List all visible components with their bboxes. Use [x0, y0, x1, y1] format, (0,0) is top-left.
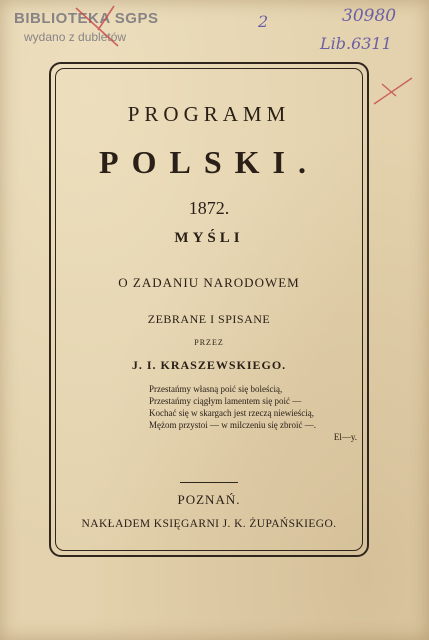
compiled-note: ZEBRANE I SPISANE [147, 312, 271, 326]
subtitle-mysli: MYŚLI [174, 230, 244, 246]
subtitle-zadanie: O ZADANIU NARODOWEM [118, 275, 300, 290]
epigraph-line: Mężom przystoi — w milczeniu się zbroić —. [149, 420, 316, 430]
title-programm: PROGRAMM [127, 102, 291, 126]
stamp-library-name: BIBLIOTEKA SGPS [14, 10, 159, 27]
title-page [55, 68, 363, 551]
epigraph-signature: El—y. [333, 432, 357, 442]
red-corner-mark [372, 74, 414, 108]
red-cross-mark [68, 2, 128, 50]
stamp-duplicate-note: wydano z dubletów [24, 30, 127, 44]
imprint-publisher: NAKŁADEM KSIĘGARNI J. K. ŻUPAŃSKIEGO. [81, 518, 337, 530]
epigraph-line: Przestańmy własną poić się boleścią, [149, 384, 283, 394]
author-name: J. I. KRASZEWSKIEGO. [131, 358, 287, 372]
divider-rule [180, 482, 238, 483]
catalog-number: 30980 [342, 6, 397, 26]
pencil-mark: 2 [258, 12, 269, 31]
title-polski: POLSKI. [99, 144, 319, 180]
imprint-city: POZNAŃ. [177, 492, 241, 507]
by-note: PRZEZ [194, 338, 224, 347]
epigraph [149, 383, 359, 443]
publication-year: 1872. [188, 198, 230, 218]
shelfmark: Lib.6311 [320, 34, 392, 53]
epigraph-line: Kochać się w skargach jest rzeczą niewieścią, [149, 408, 315, 418]
epigraph-line: Przestańmy ciągłym lamentem się poić — [149, 396, 302, 406]
